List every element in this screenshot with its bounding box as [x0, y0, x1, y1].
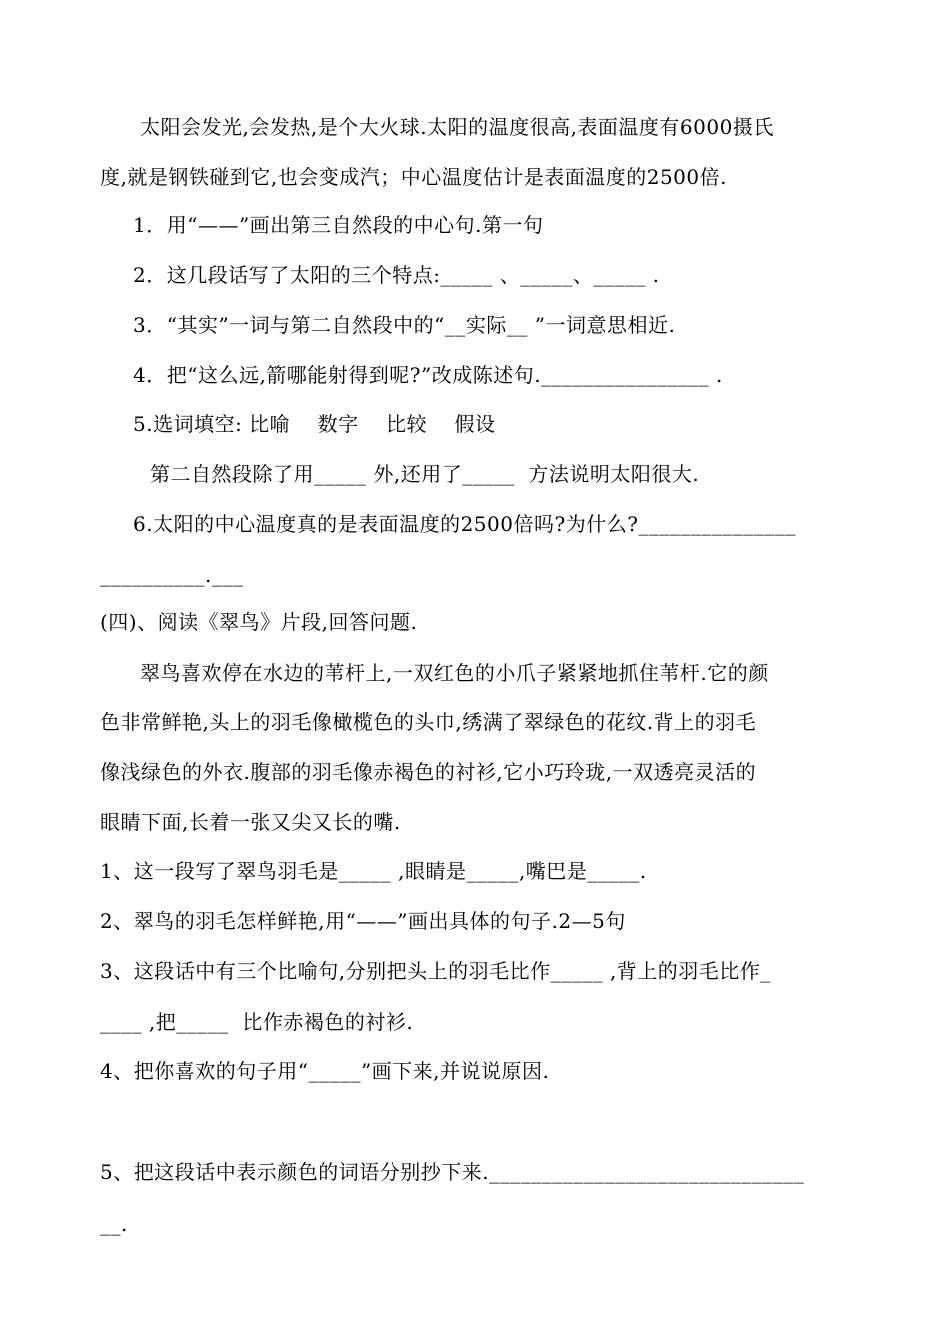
kingfisher-question-4: 4、把你喜欢的句子用“_____”画下来,并说说原因. — [100, 1059, 550, 1083]
sun-question-5: 5.选词填空: 比喻 数字 比较 假设 — [133, 412, 496, 436]
sun-passage-line-2: 度,就是钢铁碰到它,也会变成汽；中心温度估计是表面温度的2500倍. — [100, 165, 727, 189]
kingfisher-question-5-answer-line: __. — [100, 1212, 128, 1236]
kingfisher-passage-line-3: 像浅绿色的外衣.腹部的羽毛像赤褐色的衬衫,它小巧玲珑,一双透亮灵活的 — [100, 760, 757, 784]
kingfisher-question-1: 1、这一段写了翠鸟羽毛是_____ ,眼睛是_____,嘴巴是_____. — [100, 859, 647, 883]
kingfisher-question-2: 2、翠鸟的羽毛怎样鲜艳,用“——”画出具体的句子.2—5句 — [100, 909, 626, 933]
sun-question-6-answer-line: __________.___ — [100, 563, 244, 587]
kingfisher-passage-line-1: 翠鸟喜欢停在水边的苇杆上,一双红色的小爪子紧紧地抓住苇杆.它的颜 — [140, 661, 769, 685]
kingfisher-passage-line-2: 色非常鲜艳,头上的羽毛像橄榄色的头巾,绣满了翠绿色的花纹.背上的羽毛 — [100, 710, 757, 734]
sun-question-3: 3．“其实”一词与第二自然段中的“__实际__ ”一词意思相近. — [133, 313, 676, 337]
sun-question-4: 4．把“这么远,箭哪能射得到呢?”改成陈述句.________________ . — [133, 363, 723, 387]
kingfisher-passage-line-4: 眼睛下面,长着一张又尖又长的嘴. — [100, 810, 401, 834]
sun-question-5-fill: 第二自然段除了用_____ 外,还用了_____ 方法说明太阳很大. — [150, 462, 700, 486]
section-4-heading: (四)、阅读《翠鸟》片段,回答问题. — [100, 610, 418, 634]
sun-question-1: 1．用“——”画出第三自然段的中心句.第一句 — [133, 213, 544, 237]
sun-question-6: 6.太阳的中心温度真的是表面温度的2500倍吗?为什么?_______________ — [133, 512, 796, 536]
sun-question-2: 2．这几段话写了太阳的三个特点:_____ 、_____、_____ . — [133, 263, 660, 287]
sun-passage-line-1: 太阳会发光,会发热,是个大火球.太阳的温度很高,表面温度有6000摄氏 — [140, 115, 774, 139]
kingfisher-question-3-cont: ____ ,把_____ 比作赤褐色的衬衫. — [100, 1010, 414, 1034]
kingfisher-question-3: 3、这段话中有三个比喻句,分别把头上的羽毛比作_____ ,背上的羽毛比作_ — [100, 959, 771, 983]
kingfisher-question-5: 5、把这段话中表示颜色的词语分别抄下来.______________________________ — [100, 1160, 805, 1184]
